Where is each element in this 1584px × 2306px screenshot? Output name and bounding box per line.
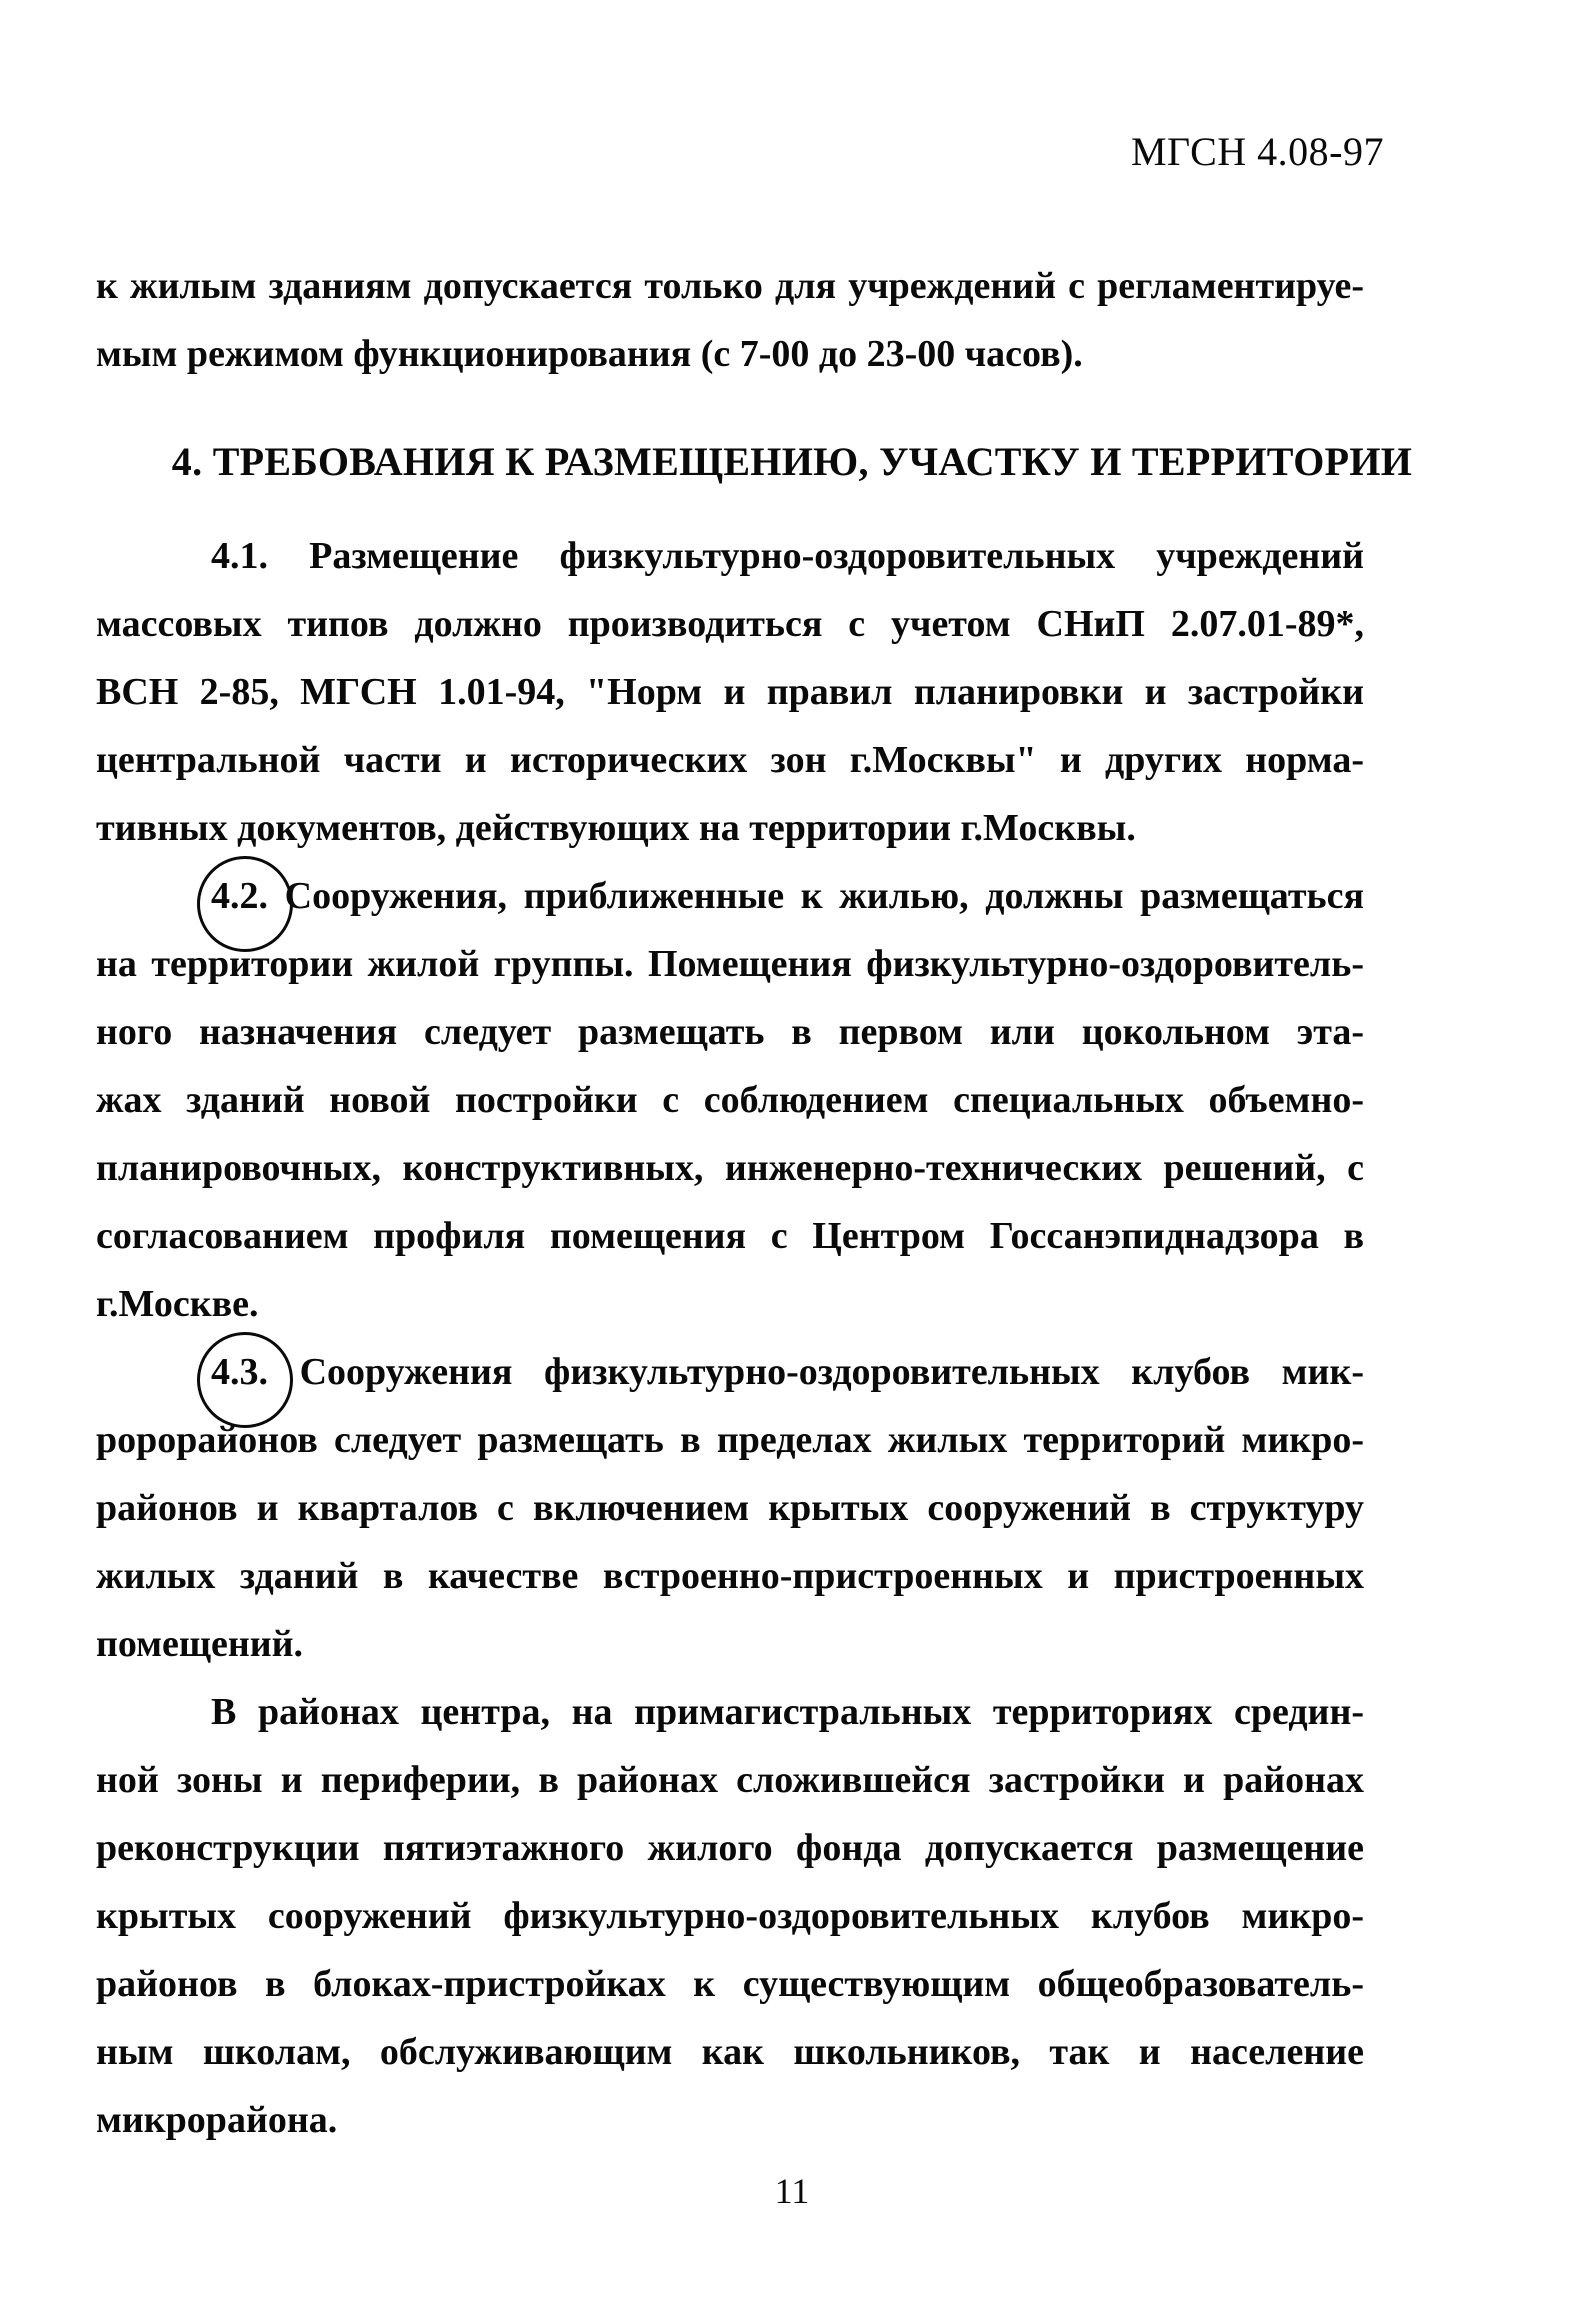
paragraph-line: массовых типов должно производиться с учетом СНиП 2.07.01-89*,	[96, 603, 1364, 645]
document-code: МГСН 4.08-97	[1130, 129, 1384, 174]
paragraph-line: ВСН 2-85, МГСН 1.01-94, "Норм и правил планировки и застройки	[96, 671, 1364, 713]
paragraph-line: реконструкции пятиэтажного жилого фонда допускается размещение	[96, 1827, 1364, 1869]
paragraph-4-1	[96, 522, 1364, 862]
paragraph-4-3	[96, 1338, 1364, 1678]
paragraph-line: районов и кварталов с включением крытых сооружений в структуру	[96, 1487, 1364, 1529]
paragraph-line: планировочных, конструктивных, инженерно-технических решений, с	[96, 1147, 1364, 1189]
paragraph-line: г.Москве.	[96, 1283, 259, 1325]
page-number: 11	[774, 2171, 810, 2211]
carryover-paragraph	[96, 252, 1364, 388]
paragraph-line: мым режимом функционирования (с 7-00 до 23-00 часов).	[96, 333, 1083, 375]
paragraph-text: Размещение физкультурно-оздоровительных учреждений	[309, 535, 1365, 577]
paragraph-continuation	[96, 1678, 1364, 2154]
paragraph-line: микрорайона.	[96, 2099, 338, 2141]
paragraph-4-2	[96, 862, 1364, 1338]
paragraph-line: ророрайонов следует размещать в пределах жилых территорий микро-	[96, 1419, 1364, 1461]
paragraph-line: ным школам, обслуживающим как школьников, так и население	[96, 2031, 1364, 2073]
circled-paragraph-number: 4.3.	[211, 1338, 268, 1406]
paragraph-first-line	[96, 1338, 1364, 1406]
paragraph-line: тивных документов, действующих на территории г.Москвы.	[96, 807, 1136, 849]
paragraph-line: согласованием профиля помещения с Центром Госсанэпиднадзора в	[96, 1215, 1364, 1257]
paragraph-text: Сооружения физкультурно-оздоровительных клубов мик-	[299, 1351, 1364, 1393]
paragraph-line: жах зданий новой постройки с соблюдением специальных объемно-	[96, 1079, 1364, 1121]
paragraph-line: центральной части и исторических зон г.Москвы" и других норма-	[96, 739, 1364, 781]
paragraph-line: на территории жилой группы. Помещения физкультурно-оздоровитель-	[96, 943, 1364, 985]
paragraph-first-line: В районах центра, на примагистральных территориях средин-	[211, 1691, 1364, 1733]
paragraph-line: жилых зданий в качестве встроенно-пристроенных и пристроенных	[96, 1555, 1364, 1597]
paragraph-first-line	[96, 862, 1364, 930]
paragraph-text: Сооружения, приближенные к жилью, должны размещаться	[284, 875, 1364, 917]
paragraph-line: к жилым зданиям допускается только для учреждений с регламентируе-	[96, 265, 1364, 307]
paragraph-line: ного назначения следует размещать в первом или цокольном эта-	[96, 1011, 1364, 1053]
paragraph-line: районов в блоках-пристройках к существующим общеобразователь-	[96, 1963, 1364, 2005]
paragraph-line: помещений.	[96, 1623, 304, 1665]
section-title: 4. ТРЕБОВАНИЯ К РАЗМЕЩЕНИЮ, УЧАСТКУ И ТЕРРИТОРИИ	[171, 439, 1413, 484]
paragraph-number: 4.1.	[211, 535, 268, 577]
circled-paragraph-number: 4.2.	[211, 862, 268, 930]
paragraph-line: ной зоны и периферии, в районах сложившейся застройки и районах	[96, 1759, 1364, 1801]
paragraph-line: крытых сооружений физкультурно-оздоровительных клубов микро-	[96, 1895, 1364, 1937]
paragraph-first-line	[96, 522, 1364, 590]
